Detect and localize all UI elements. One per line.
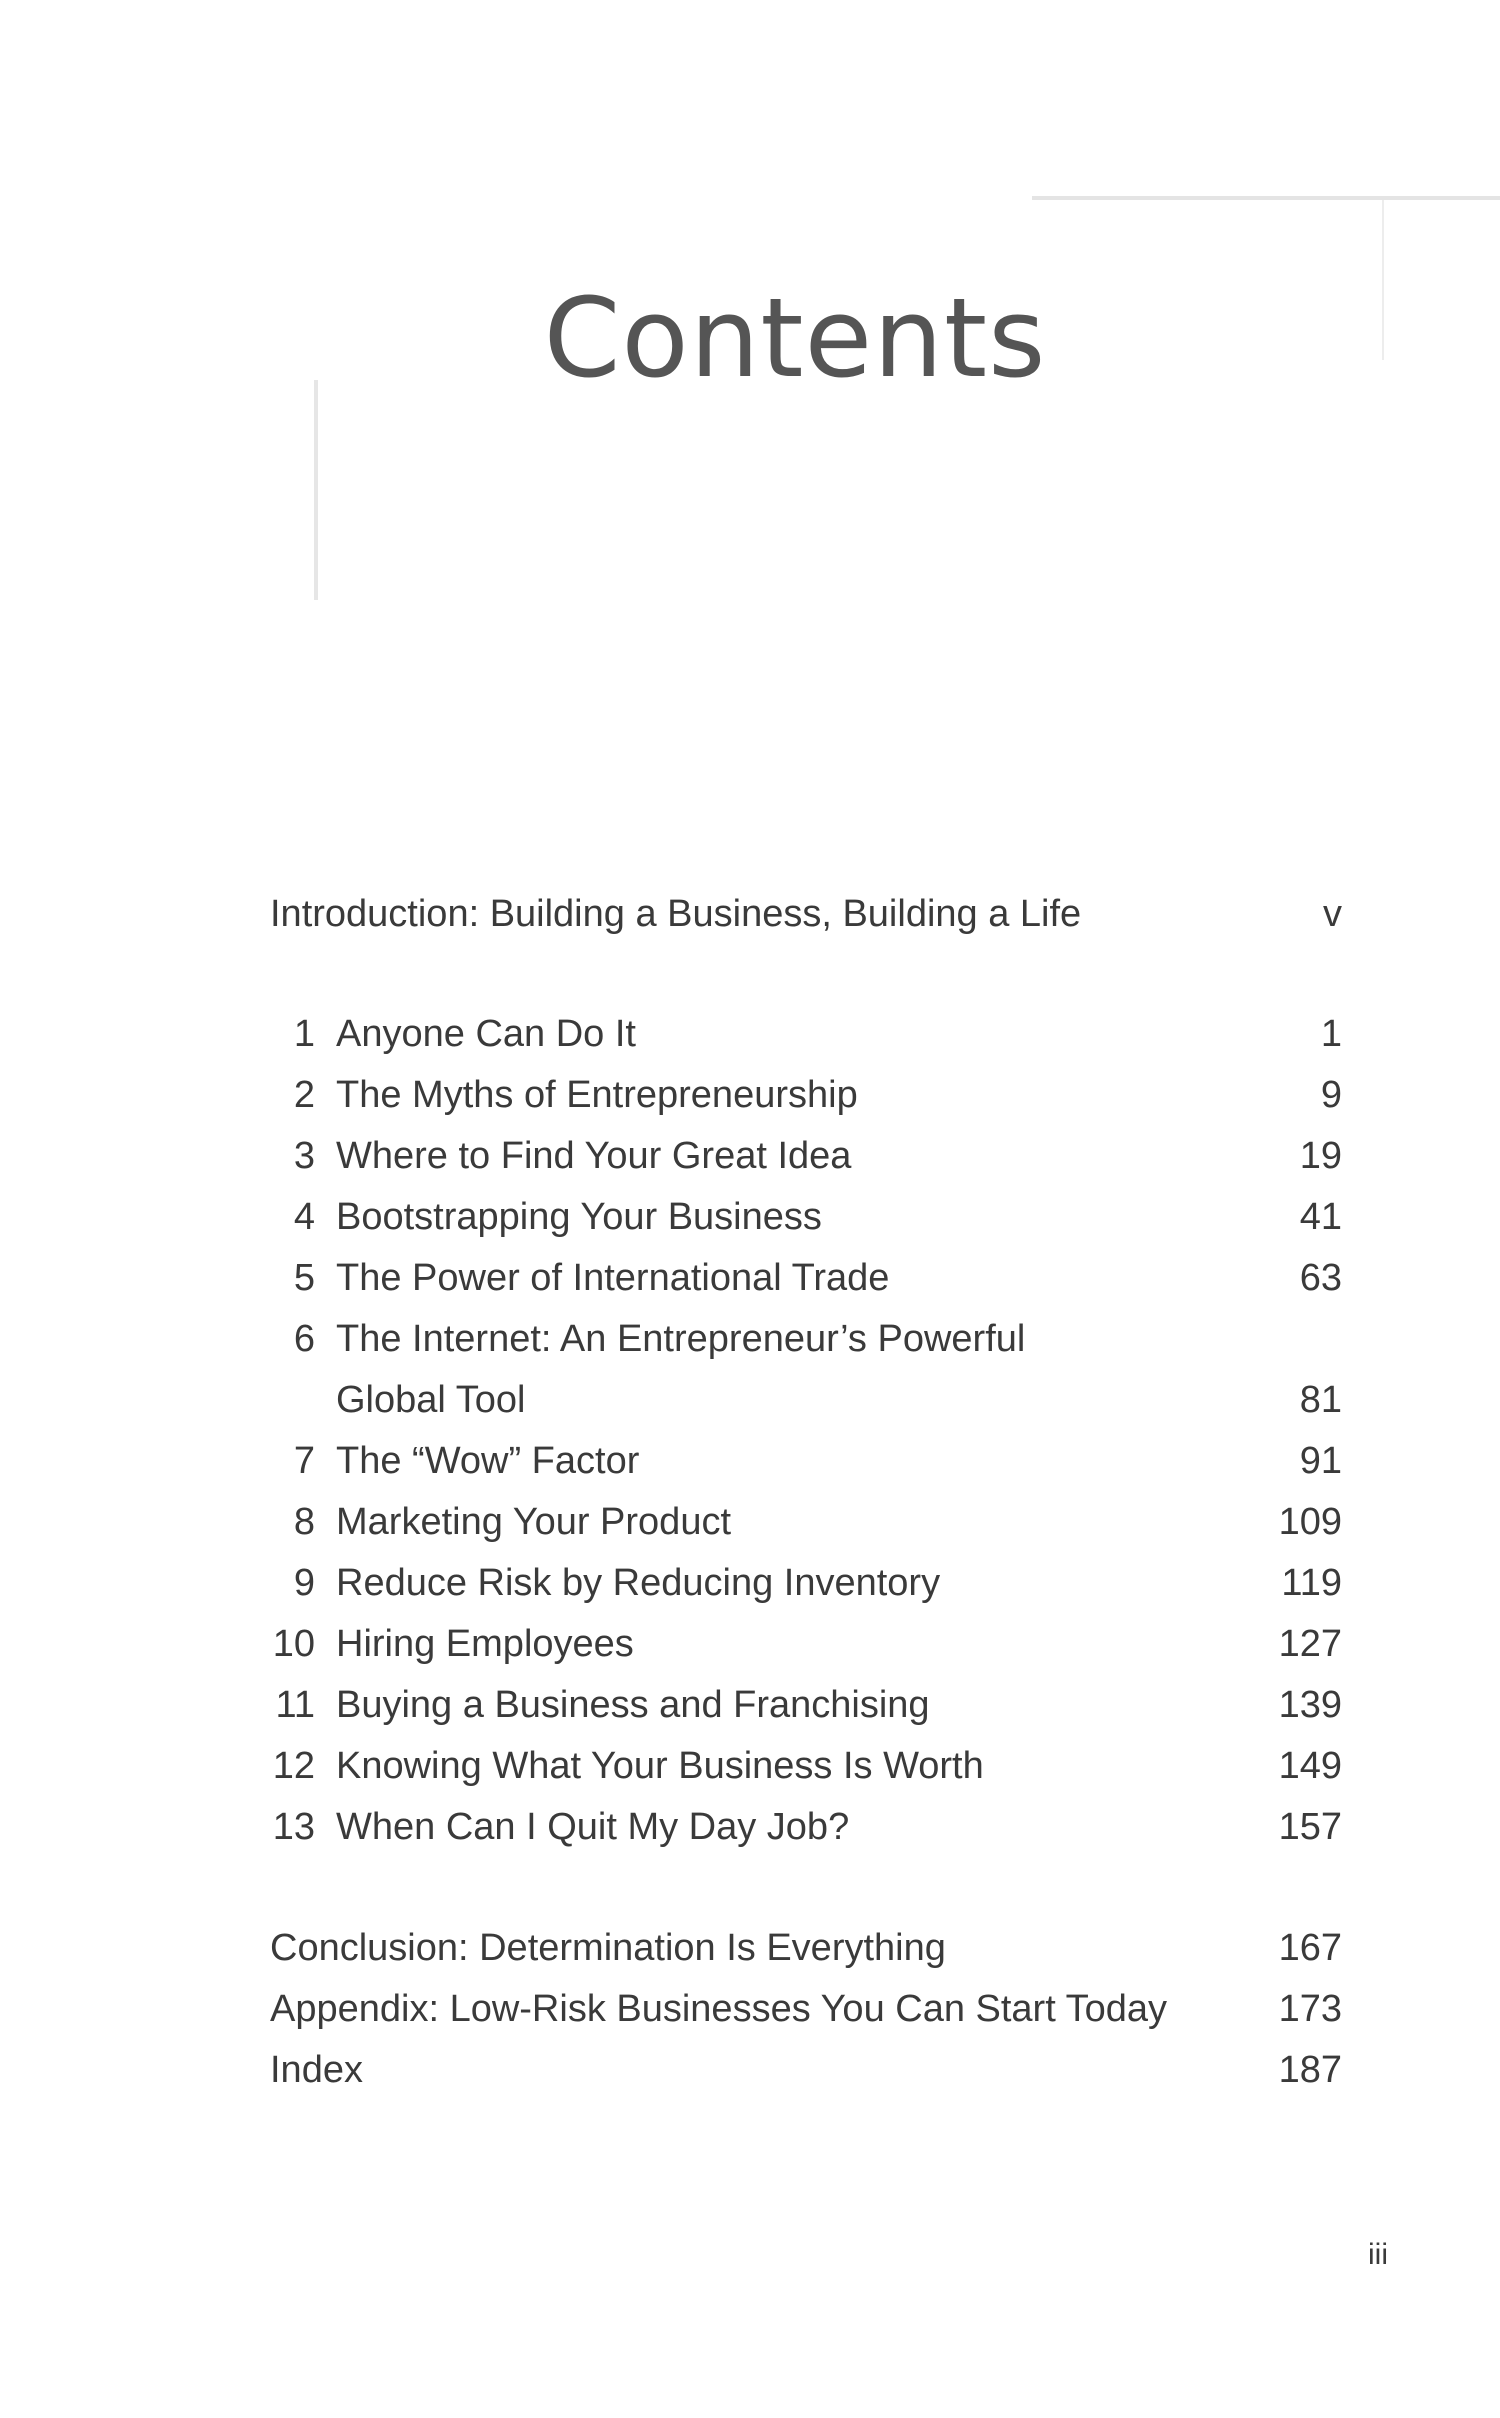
toc-entry-page: 9 xyxy=(1320,1074,1342,1116)
toc-chapter-number: 11 xyxy=(275,1684,315,1726)
toc-entry-label: Knowing What Your Business Is Worth xyxy=(336,1745,984,1787)
toc-entry-page: 109 xyxy=(1278,1501,1342,1543)
toc-entry-chapter[interactable] xyxy=(268,1614,1342,1674)
toc-chapter-number: 8 xyxy=(293,1501,315,1543)
toc-entry-label: The Power of International Trade xyxy=(336,1257,890,1299)
toc-entry-page: 157 xyxy=(1278,1806,1342,1848)
toc-entry-chapter[interactable] xyxy=(268,1492,1342,1552)
toc-entry-label: Conclusion: Determination Is Everything xyxy=(270,1927,946,1969)
toc-entry-page: 41 xyxy=(1299,1196,1342,1238)
toc-entry-label: Reduce Risk by Reducing Inventory xyxy=(336,1562,941,1604)
toc-entry-appendix[interactable] xyxy=(268,1979,1342,2039)
toc-chapter-number: 5 xyxy=(293,1257,315,1299)
toc-entry-chapter[interactable] xyxy=(268,1309,1342,1369)
toc-entry-label: The Myths of Entrepreneurship xyxy=(336,1074,858,1116)
toc-entry-label: Anyone Can Do It xyxy=(336,1013,636,1055)
toc-entry-page: 149 xyxy=(1278,1745,1342,1787)
toc-entry-chapter[interactable] xyxy=(268,1797,1342,1857)
toc-chapter-number: 4 xyxy=(293,1196,315,1238)
toc-entry-chapter[interactable] xyxy=(268,1126,1342,1186)
toc-entry-chapter[interactable] xyxy=(268,1004,1342,1064)
toc-entry-label: Marketing Your Product xyxy=(336,1501,732,1543)
toc-entry-page: 173 xyxy=(1278,1988,1342,2030)
toc-entry-chapter[interactable] xyxy=(268,1675,1342,1735)
toc-entry-index[interactable] xyxy=(268,2040,1342,2100)
toc-entry-page: 19 xyxy=(1299,1135,1342,1177)
toc-entry-chapter[interactable] xyxy=(268,1065,1342,1125)
toc-entry-label: Appendix: Low-Risk Businesses You Can Start Today xyxy=(270,1988,1168,2030)
toc-entry-label: Bootstrapping Your Business xyxy=(336,1196,822,1238)
toc-entry-page: 127 xyxy=(1278,1623,1342,1665)
toc-entry-page: 119 xyxy=(1281,1562,1342,1604)
toc-entry-label: Index xyxy=(270,2049,363,2091)
scan-artifact-line xyxy=(314,380,318,600)
toc-entry-label: When Can I Quit My Day Job? xyxy=(336,1806,850,1848)
toc-entry-page: v xyxy=(1323,893,1342,935)
page-number: iii xyxy=(1368,2238,1388,2271)
toc-entry-page: 63 xyxy=(1299,1257,1342,1299)
toc-entry-chapter[interactable] xyxy=(268,1736,1342,1796)
toc-entry-page: 91 xyxy=(1299,1440,1342,1482)
toc-chapter-number: 10 xyxy=(272,1623,315,1665)
toc-entry-label: Introduction: Building a Business, Building a Life xyxy=(270,893,1082,935)
toc-entry-label: Buying a Business and Franchising xyxy=(336,1684,930,1726)
toc-chapter-number: 9 xyxy=(293,1562,315,1604)
toc-chapter-number: 7 xyxy=(293,1440,315,1482)
toc-entry-label: Hiring Employees xyxy=(336,1623,634,1665)
toc-entry-label: Where to Find Your Great Idea xyxy=(336,1135,852,1177)
toc-chapter-number: 12 xyxy=(272,1745,315,1787)
toc-entry-introduction[interactable] xyxy=(268,884,1342,944)
toc-chapter-number: 1 xyxy=(293,1013,315,1055)
toc-entry-page: 167 xyxy=(1278,1927,1342,1969)
toc-chapter-number: 2 xyxy=(293,1074,315,1116)
toc-chapter-number: 13 xyxy=(272,1806,315,1848)
toc-entry-conclusion[interactable] xyxy=(268,1918,1342,1978)
page-title: Contents xyxy=(543,274,1047,402)
toc-entry-chapter[interactable] xyxy=(268,1187,1342,1247)
toc-entry-chapter[interactable] xyxy=(268,1248,1342,1308)
toc-entry-chapter[interactable] xyxy=(268,1553,1342,1613)
toc-entry-page: 139 xyxy=(1278,1684,1342,1726)
scan-artifact-line xyxy=(1032,196,1500,200)
toc-entry-page: 187 xyxy=(1278,2049,1342,2091)
toc-entry-chapter[interactable] xyxy=(268,1431,1342,1491)
toc-chapter-number: 6 xyxy=(293,1318,315,1360)
toc-entry-label: The “Wow” Factor xyxy=(336,1440,640,1482)
toc-entry-label-continued: Global Tool xyxy=(336,1379,526,1421)
toc-entry-chapter-continued[interactable] xyxy=(268,1370,1342,1430)
toc-entry-page: 81 xyxy=(1299,1379,1342,1421)
toc-chapter-number: 3 xyxy=(293,1135,315,1177)
toc-entry-label: The Internet: An Entrepreneur’s Powerful xyxy=(336,1318,1026,1360)
toc-entry-page: 1 xyxy=(1320,1013,1342,1055)
